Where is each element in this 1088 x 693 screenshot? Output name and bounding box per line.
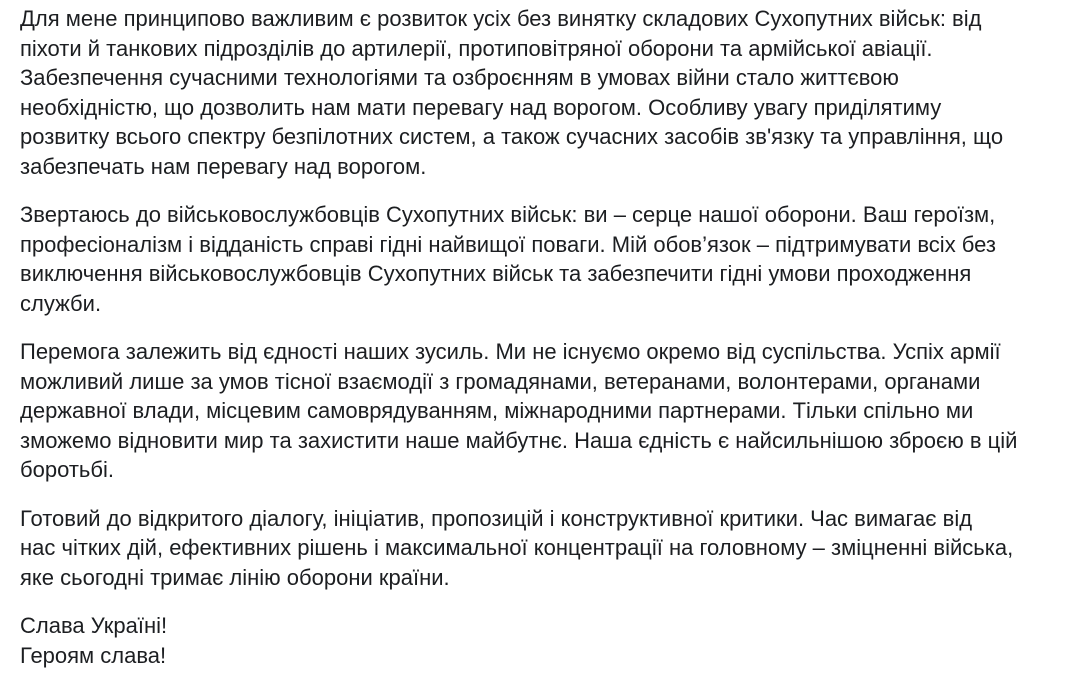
text-line: Забезпечення сучасними технологіями та озброєнням в умовах війни стало життєвою — [20, 65, 899, 90]
text-line: нас чітких дій, ефективних рішень і максимальної концентрації на головному – зміцненні війська, — [20, 535, 1014, 560]
text-line: розвитку всього спектру безпілотних систем, а також сучасних засобів зв'язку та управління, що — [20, 124, 1004, 149]
text-line: можливий лише за умов тісної взаємодії з громадянами, ветеранами, волонтерами, органами — [20, 368, 981, 394]
text-line: служби. — [20, 290, 102, 316]
text-line: Слава Україні! — [20, 613, 168, 638]
closing-signoff — [20, 611, 1075, 670]
text-line: професіоналізм і відданість справі гідні найвищої поваги. Мій обов’язок – підтримувати всіх без — [20, 231, 996, 257]
text-line: Готовий до відкритого діалогу, ініціатив, пропозицій і конструктивної критики. Час вимагає від — [20, 505, 973, 531]
text-line: необхідністю, що дозволить нам мати перевагу над ворогом. Особливу увагу приділятиму — [20, 94, 942, 120]
text-line: піхоти й танкових підрозділів до артилерії, протиповітряної оборони та армійської авіації. — [20, 35, 933, 61]
text-line: виключення військовослужбовців Сухопутних військ та забезпечити гідні умови проходження — [20, 261, 972, 286]
paragraph — [20, 504, 1075, 593]
paragraph — [20, 337, 1075, 485]
text-line: Звертаюсь до військовослужбовців Сухопутних військ: ви – серце нашої оборони. Ваш героїзм, — [20, 202, 996, 227]
text-line: Для мене принципово важливим є розвиток усіх без винятку складових Сухопутних військ: від — [20, 6, 982, 31]
post-text — [20, 4, 1075, 670]
paragraph — [20, 200, 1075, 318]
text-line: забезпечать нам перевагу над ворогом. — [20, 153, 427, 179]
text-line: державної влади, місцевим самоврядуванням, міжнародними партнерами. Тільки спільно ми — [20, 398, 974, 423]
text-line: Перемога залежить від єдності наших зусиль. Ми не існуємо окремо від суспільства. Успіх армії — [20, 339, 1001, 364]
text-line: зможемо відновити мир та захистити наше майбутнє. Наша єдність є найсильнішою зброєю в цій — [20, 427, 1018, 453]
text-line: боротьбі. — [20, 457, 114, 482]
text-line: Героям слава! — [20, 642, 167, 668]
text-line: яке сьогодні тримає лінію оборони країни. — [20, 564, 450, 590]
paragraph — [20, 4, 1075, 181]
